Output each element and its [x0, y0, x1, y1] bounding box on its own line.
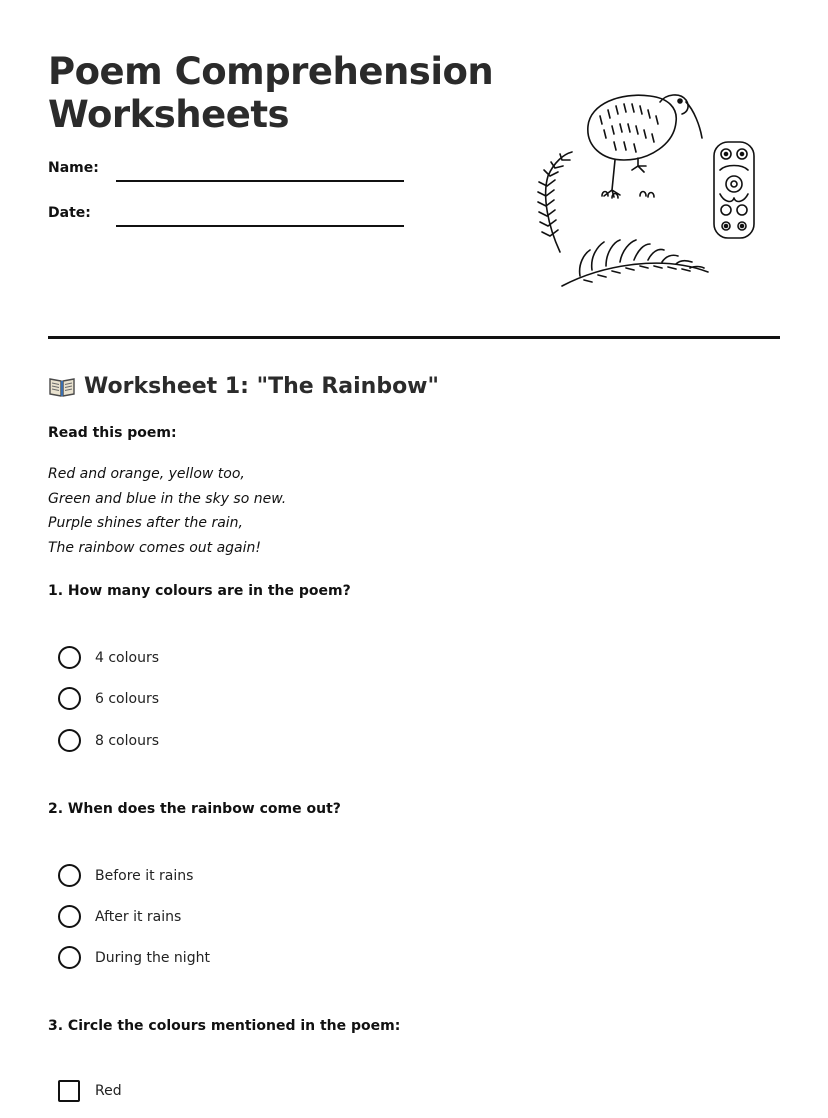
radio-button[interactable]	[58, 905, 81, 928]
checkbox[interactable]	[58, 1080, 80, 1102]
kiwi-bird-icon	[588, 95, 702, 198]
title-line-2: Worksheets	[48, 93, 290, 136]
page-title	[48, 50, 493, 136]
q2-option-1[interactable]	[58, 864, 193, 887]
q3-option-1[interactable]	[58, 1080, 122, 1102]
worksheet-heading	[48, 374, 439, 399]
option-label: After it rains	[95, 908, 182, 925]
poem-line: Purple shines after the rain,	[48, 515, 243, 532]
q1-option-1[interactable]	[58, 646, 159, 669]
name-field[interactable]	[116, 180, 404, 182]
open-book-icon	[48, 376, 76, 398]
option-label: During the night	[95, 949, 210, 966]
poem-line: The rainbow comes out again!	[48, 540, 261, 557]
question-3: 3. Circle the colours mentioned in the poem:	[48, 1018, 401, 1034]
option-label: 6 colours	[95, 690, 159, 707]
carved-pendant-icon	[714, 142, 754, 238]
kiwi-fern-illustration	[520, 86, 770, 296]
radio-button[interactable]	[58, 646, 81, 669]
option-label: Red	[95, 1083, 122, 1099]
poem-line: Red and orange, yellow too,	[48, 466, 245, 482]
fern-leaf-icon	[538, 152, 572, 252]
option-label: Before it rains	[95, 867, 194, 884]
radio-button[interactable]	[58, 946, 81, 969]
date-field[interactable]	[116, 225, 404, 227]
question-1: 1. How many colours are in the poem?	[48, 583, 351, 599]
title-line-1: Poem Comprehension	[48, 50, 494, 93]
radio-button[interactable]	[58, 864, 81, 887]
q1-option-2[interactable]	[58, 687, 159, 710]
option-label: 4 colours	[95, 649, 159, 666]
worksheet-title: Worksheet 1: "The Rainbow"	[84, 374, 439, 399]
question-2: 2. When does the rainbow come out?	[48, 801, 341, 817]
radio-button[interactable]	[58, 729, 81, 752]
name-label: Name:	[48, 160, 99, 176]
poem-line: Green and blue in the sky so new.	[48, 490, 287, 507]
q2-option-2[interactable]	[58, 905, 181, 928]
q2-option-3[interactable]	[58, 946, 210, 969]
q1-option-3[interactable]	[58, 729, 159, 752]
poem	[48, 462, 286, 561]
option-label: 8 colours	[95, 732, 159, 749]
read-instruction: Read this poem:	[48, 425, 177, 441]
date-label: Date:	[48, 205, 91, 221]
section-divider	[48, 336, 780, 339]
radio-button[interactable]	[58, 687, 81, 710]
